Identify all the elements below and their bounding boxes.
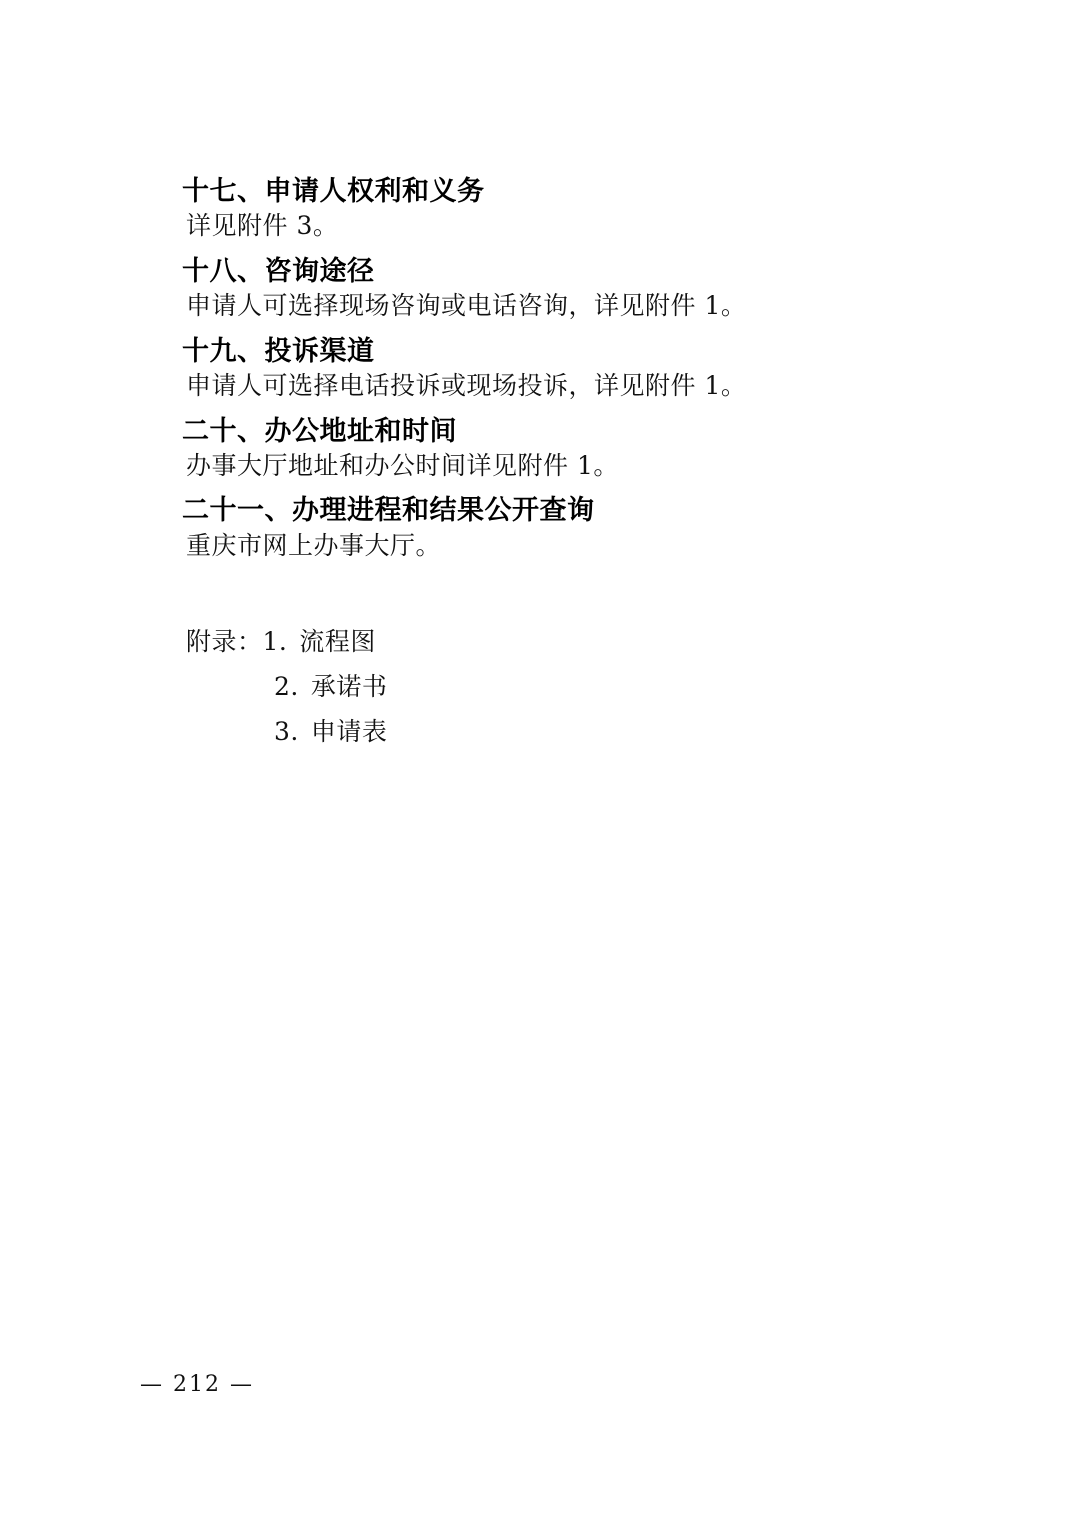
section-block [182, 497, 882, 559]
section-block [182, 415, 882, 480]
section-heading: 十九、投诉渠道 [182, 335, 375, 367]
section-block [182, 255, 882, 321]
section-block [182, 335, 882, 401]
section-heading: 二十一、办理进程和结果公开查询 [182, 495, 595, 527]
appendix-item-number: 3. [274, 717, 299, 747]
appendix-item-number: 2. [274, 672, 299, 702]
section-body: 申请人可选择电话投诉或现场投诉，详见附件 1。 [186, 371, 747, 401]
section-body: 重庆市网上办事大厅。 [186, 530, 442, 560]
appendix-item [182, 717, 882, 747]
document-body [182, 178, 882, 764]
section-block [182, 178, 882, 240]
appendix-item-text: 流程图 [299, 627, 376, 657]
appendix-item-text: 承诺书 [310, 672, 388, 702]
appendix-item [182, 672, 882, 702]
appendix-item [182, 627, 882, 657]
section-body: 申请人可选择现场咨询或电话咨询，详见附件 1。 [186, 291, 747, 321]
section-heading: 二十、办公地址和时间 [182, 415, 457, 447]
appendix-item-number: 1. [262, 627, 288, 657]
section-body: 办事大厅地址和办公时间详见附件 1。 [186, 450, 619, 480]
page-number: — 212 — [140, 1372, 254, 1397]
appendix-label: 附录： [186, 627, 263, 657]
section-heading: 十八、咨询途径 [182, 255, 375, 287]
appendix-list [182, 627, 882, 747]
section-heading: 十七、申请人权利和义务 [182, 176, 485, 207]
appendix-item-text: 申请表 [310, 717, 388, 747]
section-body: 详见附件 3。 [186, 211, 339, 241]
